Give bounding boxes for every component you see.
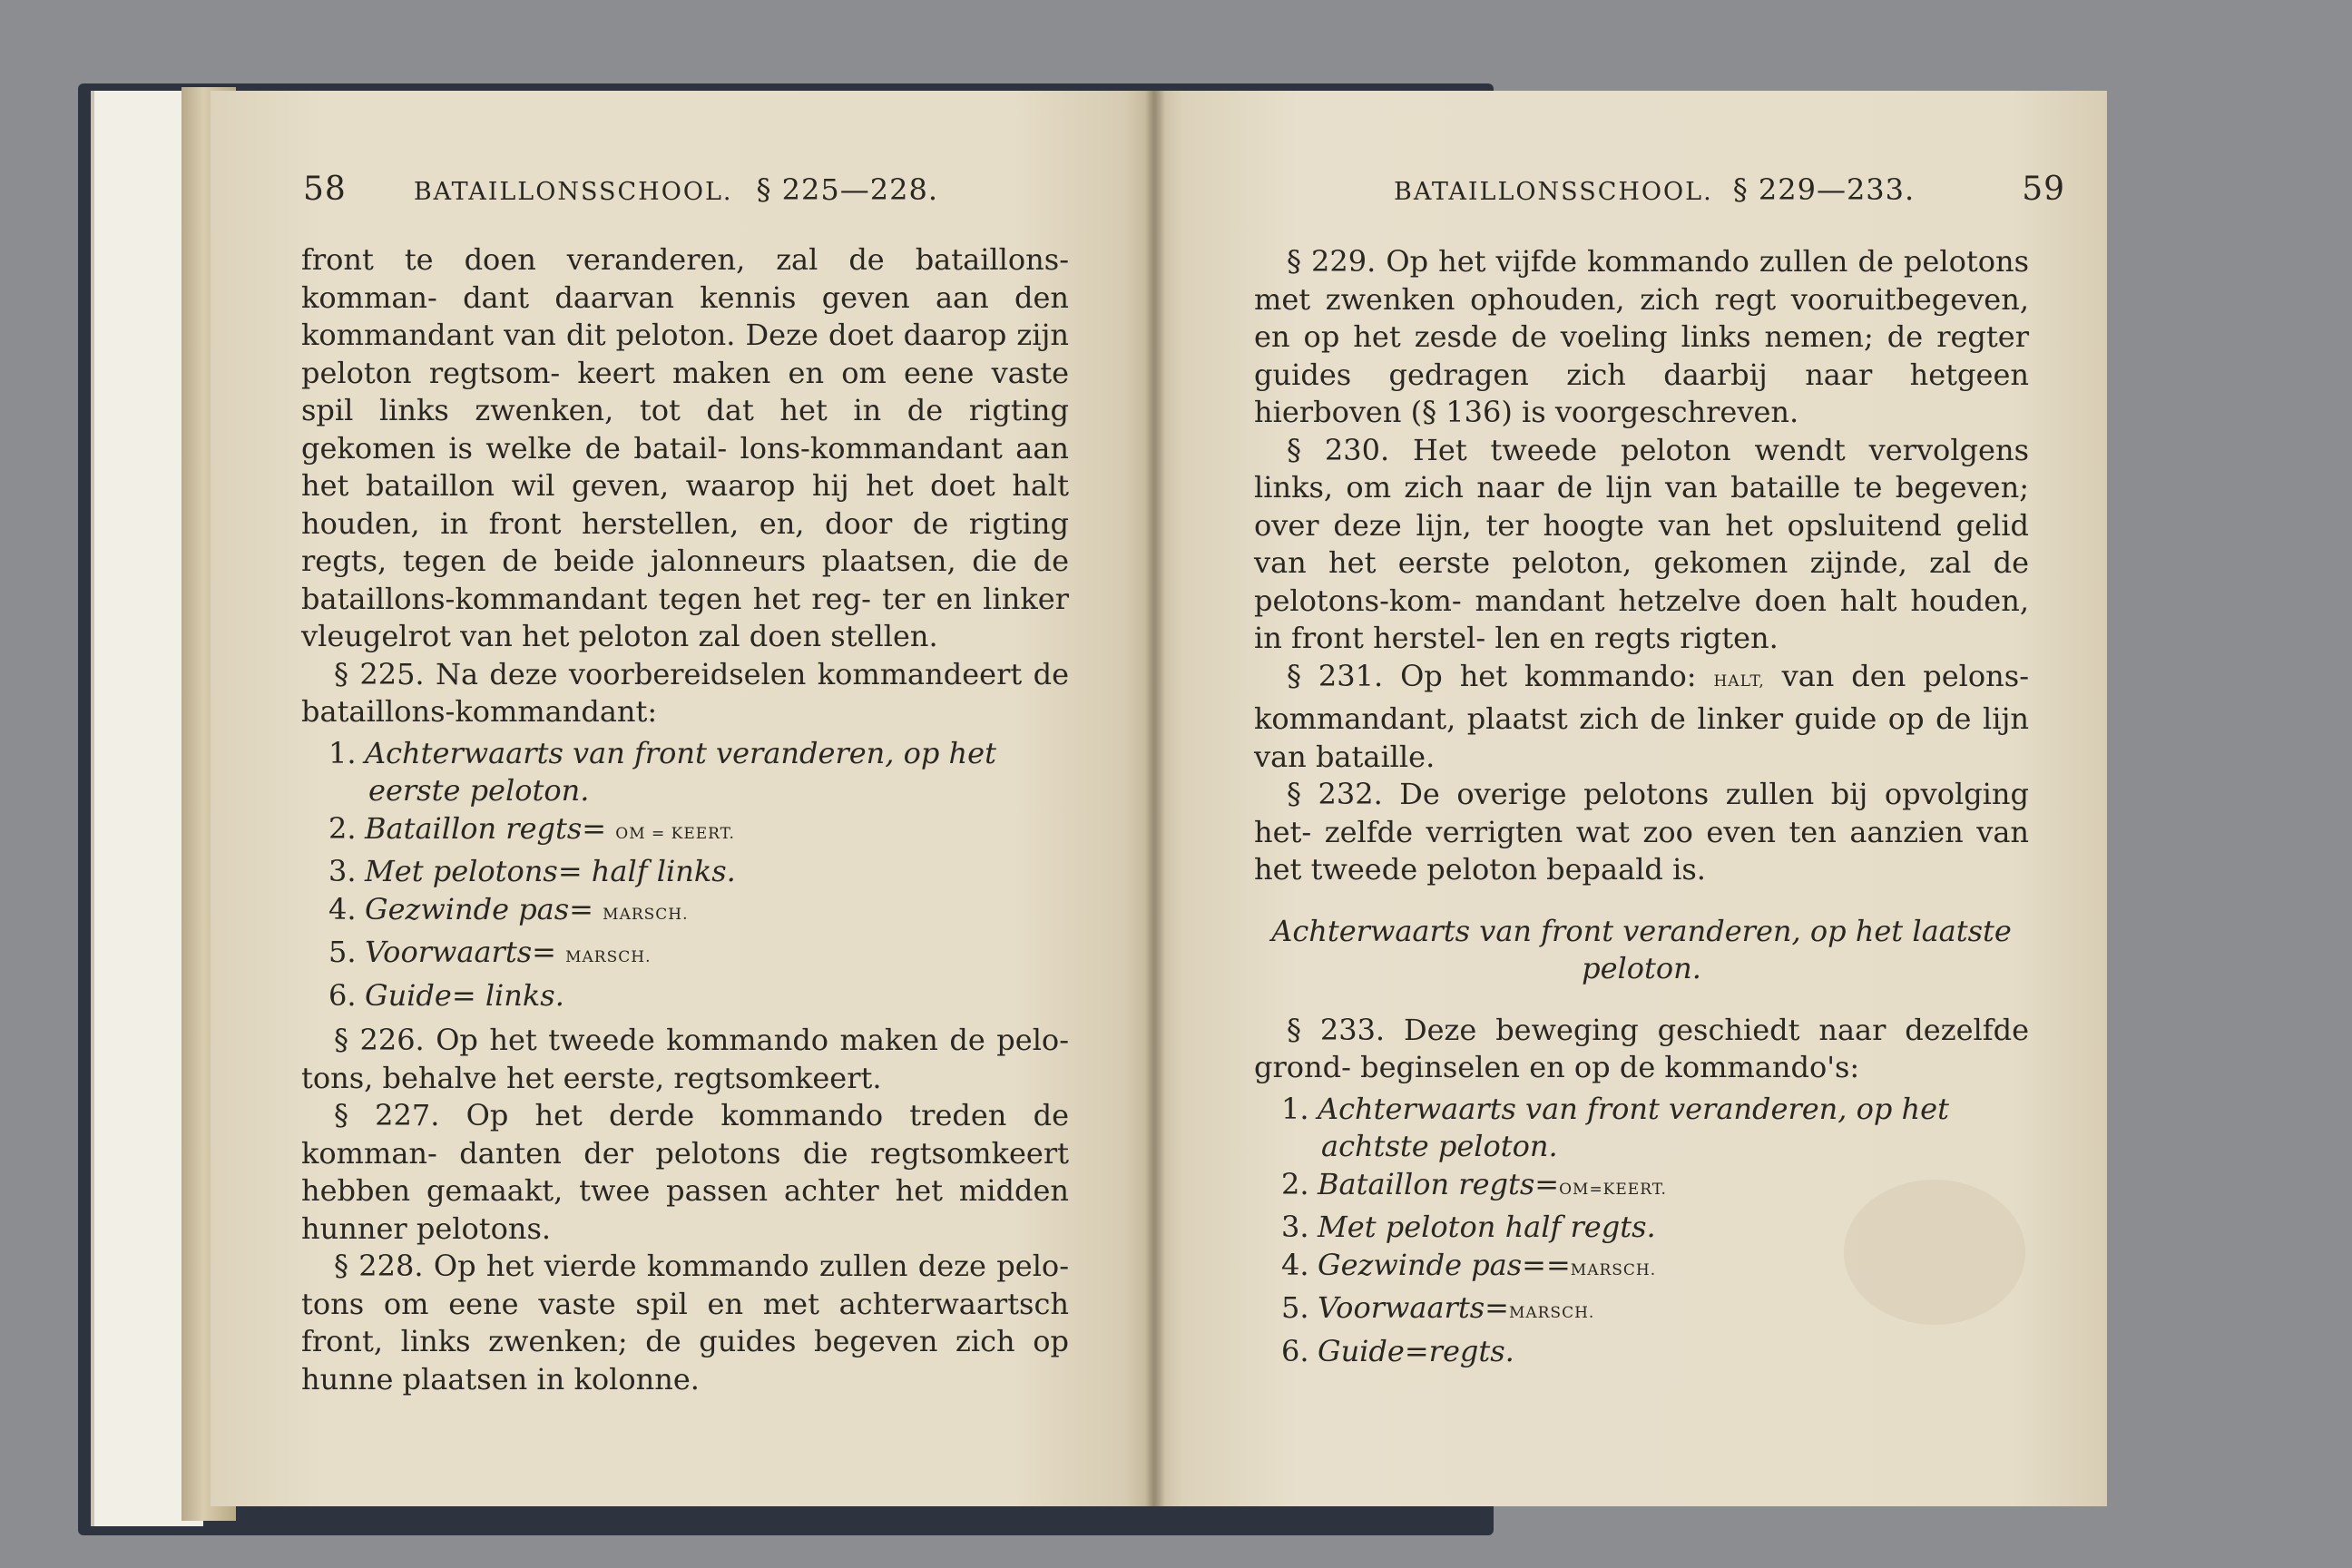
command-item: 6. Guide= links.: [328, 977, 564, 1013]
right-page: [1154, 91, 2107, 1506]
paragraph: § 232. De overige pelotons zullen bij opvolging het- zelfde verrigten wat zoo even ten aanzien van het tweede peloton bepaald is.: [1254, 777, 2029, 887]
left-page: [211, 91, 1154, 1506]
paper-stain: [1844, 1180, 2025, 1325]
command-item-continuation: achtste peloton.: [1321, 1129, 1558, 1163]
page-number: 59: [2022, 171, 2065, 208]
command-item: 4. Gezwinde pas= MARSCH.: [328, 891, 689, 926]
running-title: BATAILLONSSCHOOL.: [1394, 178, 1713, 206]
command-item: 3. Met pelotons= half links.: [328, 854, 736, 888]
section-heading: Achterwaarts van front veranderen, op het laatste peloton.: [1271, 913, 2012, 985]
paragraph: § 225. Na deze voorbereidselen kommandeert de bataillons-kommandant:: [301, 656, 1069, 729]
page-number: 58: [303, 171, 347, 208]
command-item: 4. Gezwinde pas==MARSCH.: [1281, 1247, 1657, 1282]
command-item-continuation: eerste peloton.: [368, 773, 590, 808]
left-page-header: [303, 171, 1065, 208]
paragraph: § 230. Het tweede peloton wendt vervolgens links, om zich naar de lijn van bataille te begeven; over deze lijn, ter hoogte van het opsluitend gelid van het eerste peloton, gekomen zijnde, zal de pelotons-kom- mandant hetzelve doen halt houden, in front herstel- len en regts rigten.: [1254, 432, 2029, 655]
paragraph: § 231. Op het kommando: HALT, van den pelons- kommandant, plaatst zich de linker guide op de lijn van bataille.: [1254, 658, 2029, 774]
paragraph: § 226. Op het tweede kommando maken de pelo- tons, behalve het eerste, regtsomkeert.: [301, 1023, 1069, 1095]
paragraph: § 228. Op het vierde kommando zullen deze pelo- tons om eene vaste spil en met achterwaartsch front, links zwenken; de guides begeven zich op hunne plaatsen in kolonne.: [301, 1249, 1069, 1396]
section-range: § 225—228.: [756, 172, 938, 207]
command-item: 6. Guide=regts.: [1281, 1333, 1514, 1368]
paragraph: front te doen veranderen, zal de bataillons-komman- dant daarvan kennis geven aan den kommandant van dit peloton. Deze doet daarop zijn peloton regtsom- keert maken en om eene vaste spil links zwenken, tot dat het in de rigting gekomen is welke de batail- lons-kommandant aan het bataillon wil geven, waarop hij het doet halt houden, in front herstellen, en, door de rigting regts, tegen de beide jalonneurs plaatsen, die de bataillons-kommandant tegen het reg- ter en linker vleugelrot van het peloton zal doen stellen.: [301, 242, 1069, 653]
paragraph: § 227. Op het derde kommando treden de komman- danten der pelotons die regtsomkeert hebben gemaakt, twee passen achter het midden hunner pelotons.: [301, 1098, 1069, 1246]
command-item: 2. Bataillon regts=OM=KEERT.: [1281, 1166, 1667, 1201]
command-item: 5. Voorwaarts= MARSCH.: [328, 935, 652, 969]
section-range: § 229—233.: [1732, 172, 1916, 207]
command-item: 1. Achterwaarts van front veranderen, op het: [1281, 1091, 1949, 1126]
paragraph: § 233. Deze beweging geschiedt naar dezelfde grond- beginselen en op de kommando's:: [1254, 1012, 2029, 1084]
command-item: 1. Achterwaarts van front veranderen, op het: [328, 735, 996, 770]
right-page-header: [1394, 171, 2065, 208]
command-list: [301, 735, 1069, 1015]
book-gutter: [1145, 91, 1165, 1506]
command-item: 3. Met peloton half regts.: [1281, 1210, 1656, 1244]
left-page-body: [301, 241, 1069, 1398]
command-item: 5. Voorwaarts=MARSCH.: [1281, 1290, 1595, 1325]
command-item: 2. Bataillon regts= OM = KEERT.: [328, 810, 735, 846]
running-title: BATAILLONSSCHOOL.: [413, 178, 733, 206]
paragraph: § 229. Op het vijfde kommando zullen de pelotons met zwenken ophouden, zich regt vooruitbegeven, en op het zesde de voeling links nemen; de regter guides gedragen zich daarbij naar hetgeen hierboven (§ 136) is voorgeschreven.: [1254, 244, 2029, 429]
